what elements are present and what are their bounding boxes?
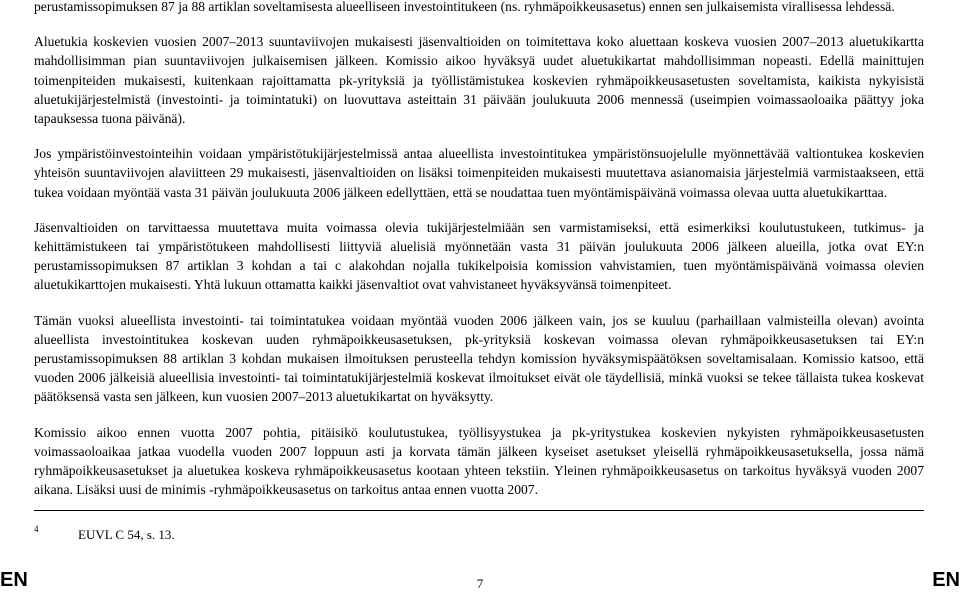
document-body [34, 0, 924, 499]
page-number: 7 [476, 576, 484, 591]
paragraph-aluetukikartat: Aluetukia koskevien vuosien 2007–2013 suuntaviivojen mukaisesti jäsenvaltioiden on toimitettava koko aluettaan koskeva vuosien 2007–2013 aluetukikartta mahdollisimman pian suuntaviivojen julkaisemisen jälkeen. Komissio aikoo hyväksyä uudet aluetukikartat mahdollisimman nopeasti. Edellä mainittujen toimenpiteiden mukaisesti, kuitenkaan rajoittamatta pk-yrityksiä ja työllistämistukea koskevien ryhmäpoikkeusasetusten soveltamista, kaikista nykyisistä aluetukijärjestelmistä (investointi- ja toimintatuki) on luovuttava asteittain 31 päivään joulukuuta 2006 mennessä (useimpien voimassaoloaika päättyy joka tapauksessa tuona päivänä). [34, 34, 924, 127]
footnote-number: 4 [34, 524, 39, 534]
footnote-separator [34, 510, 924, 511]
language-code-right: EN [932, 569, 960, 591]
paragraph-continuation: perustamissopimuksen 87 ja 88 artiklan soveltamisesta alueelliseen investointitukeen (ns. ryhmäpoikkeusasetus) ennen sen julkaisemista virallisessa lehdessä. [34, 0, 895, 14]
paragraph-ryhmapoikkeusasetukset: Komissio aikoo ennen vuotta 2007 pohtia, pitäisikö koulutustukea, työllisyystukea ja pk-yritystukea koskevien nykyisten ryhmäpoikkeusasetusten voimassaoloaikaa jatkaa vuodella vuoden 2007 loppuun asti ja korvata tämän jälkeen kyseiset asetukset yleisellä ryhmäpoikkeusasetuksella, jossa nämä ryhmäpoikkeusasetukset ja aluetukea koskeva ryhmäpoikkeusasetus kootaan yhteen tekstiin. Yleinen ryhmäpoikkeusasetus on tarkoitus hyväksyä vuoden 2007 aikana. Lisäksi uusi de minimis -ryhmäpoikkeusasetus on tarkoitus antaa ennen vuotta 2007. [34, 424, 924, 498]
footnote-text: EUVL C 54, s. 13. [78, 527, 175, 542]
paragraph-vuoden-2006-jalkeen: Tämän vuoksi alueellista investointi- tai toimintatukea voidaan myöntää vuoden 2006 jälkeen vain, jos se kuuluu (parhaillaan valmisteilla olevan) avointa alueellista investointitukea koskevan uuden ryhmäpoikkeusasetuksen, pk-yrityksiä koskevan voimassa olevan ryhmäpoikkeusasetuksen tai EY:n perustamissopimuksen 88 artiklan 3 kohdan mukaisen ilmoituksen perusteella tehdyn komission hyväksymispäätöksen soveltamisalaan. Komissio katsoo, että vuoden 2006 jälkeisiä alueellisia investointi- tai toimintatukijärjestelmiä koskevat ilmoitukset eivät ole täydellisiä, minkä vuoksi se tekee tällaista tukea koskevat päätöksensä vasta sen jälkeen, kun vuosien 2007–2013 aluetukikartat on hyväksytty. [34, 312, 924, 405]
language-code-left: EN [0, 569, 28, 591]
paragraph-ymparistoinvestoinnit: Jos ympäristöinvestointeihin voidaan ympäristötukijärjestelmissä antaa alueellista investointitukea ympäristönsuojelulle myönnettävää valtiontukea koskevien yhteisön suuntaviivojen alaviitteen 29 mukaisesti, jäsenvaltioiden on lisäksi toimenpiteiden mukaisesti muutettava asianomaisia järjestelmiä varmistaakseen, että tukea voidaan myöntää vasta 31 päivän joulukuuta 2006 jälkeen edellyttäen, että se noudattaa tuen myöntämispäivänä voimassa olevaa uutta aluetukikarttaa. [34, 146, 924, 200]
page-footer [0, 568, 960, 594]
paragraph-muut-tukijarjestelmat: Jäsenvaltioiden on tarvittaessa muutettava muita voimassa olevia tukijärjestelmiään sen varmistamiseksi, että esimerkiksi koulutustukeen, tutkimus- ja kehittämistukeen tai ympäristötukeen mahdollisesti liittyviä aluelisiä myönnetään vasta 31 päivän joulukuuta 2006 jälkeen alueilla, jotka ovat EY:n perustamissopimuksen 87 artiklan 3 kohdan a tai c alakohdan nojalla tukikelpoisia komission vahvistamien, tuen myöntämispäivänä voimassa olevien aluetukikarttojen mukaisesti. Yhtä lukuun ottamatta kaikki jäsenvaltiot ovat vahvistaneet hyväksyvänsä toimenpiteet. [34, 219, 924, 293]
